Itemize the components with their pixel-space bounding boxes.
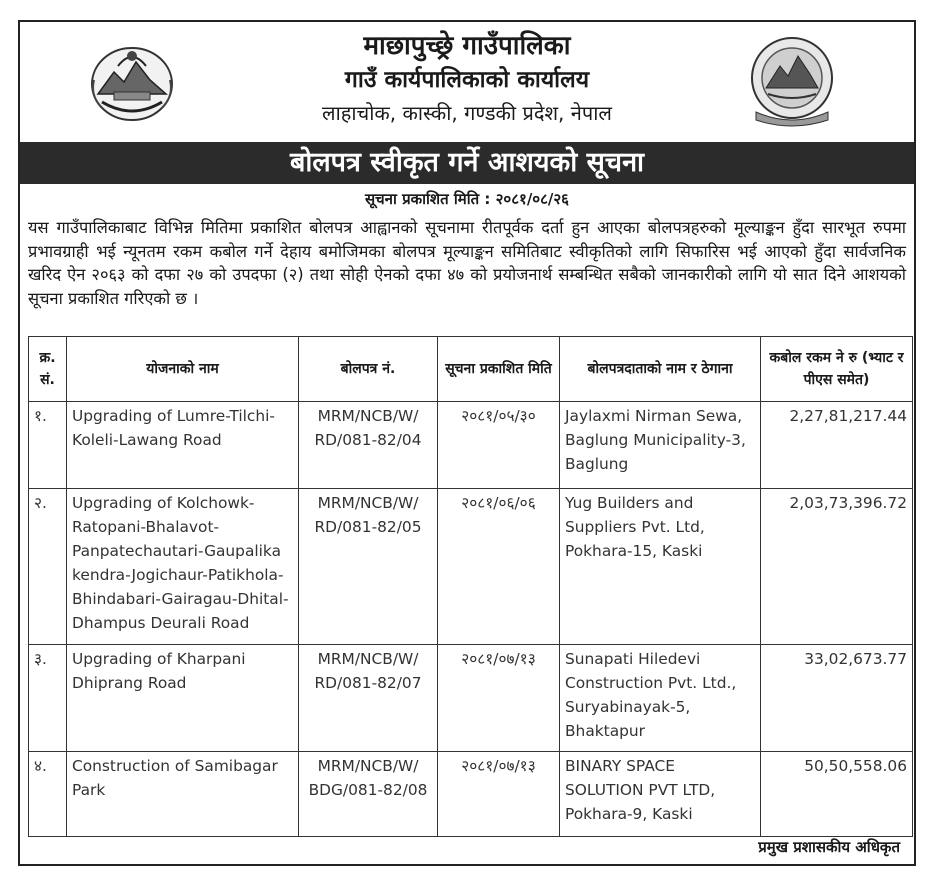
row-bidder: Yug Builders and Suppliers Pvt. Ltd, Pokhara-15, Kaski	[560, 489, 761, 645]
row-sn: १.	[29, 402, 67, 489]
row-ref: MRM/NCB/W/ BDG/081-82/08	[299, 752, 438, 837]
row-sn: २.	[29, 489, 67, 645]
row-sn: ३.	[29, 645, 67, 752]
table-row	[29, 752, 913, 837]
header-bidder: बोलपत्रदाताको नाम र ठेगाना	[560, 337, 761, 402]
bid-acceptance-table	[28, 336, 913, 837]
table-row	[29, 489, 913, 645]
row-ref: MRM/NCB/W/ RD/081-82/04	[299, 402, 438, 489]
notice-frame	[18, 20, 916, 866]
nepal-government-emblem-icon	[84, 36, 180, 128]
table-header-row	[29, 337, 913, 402]
row-ref: MRM/NCB/W/ RD/081-82/05	[299, 489, 438, 645]
header-project: योजनाको नाम	[67, 337, 299, 402]
municipality-logo-icon	[746, 32, 838, 132]
row-project: Upgrading of Kharpani Dhiprang Road	[67, 645, 299, 752]
row-amount: 2,03,73,396.72	[761, 489, 913, 645]
header-amount: कबोल रकम ने रु (भ्याट र पीएस समेत)	[761, 337, 913, 402]
row-amount: 2,27,81,217.44	[761, 402, 913, 489]
office-address: लाहाचोक, कास्की, गण्डकी प्रदेश, नेपाल	[322, 101, 612, 125]
office-name: गाउँ कार्यपालिकाको कार्यालय	[344, 67, 590, 93]
row-project: Upgrading of Lumre-Tilchi-Koleli-Lawang Road	[67, 402, 299, 489]
row-sn: ४.	[29, 752, 67, 837]
row-date: २०८१/०७/१३	[438, 752, 560, 837]
row-date: २०८१/०५/३०	[438, 402, 560, 489]
row-date: २०८१/०६/०६	[438, 489, 560, 645]
row-date: २०८१/०७/१३	[438, 645, 560, 752]
table-row	[29, 645, 913, 752]
notice-body: यस गाउँपालिकाबाट विभिन्न मितिमा प्रकाशित बोलपत्र आह्वानको सूचनामा रीतपूर्वक दर्ता हुन आएका बोलपत्रहरुको मूल्याङ्कन हुँदा सारभूत रुपमा प्रभावग्राही भई न्यूनतम रकम कबोल गर्ने देहाय बमोजिमका बोलपत्र मूल्याङ्कन समितिबाट स्वीकृतिको लागि सिफारिस भई आएको हुँदा सार्वजनिक खरिद ऐन २०६३ को दफा २७ को उपदफा (२) तथा सोही ऐनको दफा ४७ को प्रयोजनार्थ सम्बन्धित सबैको जानकारीको लागि यो सात दिने आशयको सूचना प्रकाशित गरिएको छ ।	[28, 218, 906, 308]
row-bidder: Sunapati Hiledevi Construction Pvt. Ltd., Suryabinayak-5, Bhaktapur	[560, 645, 761, 752]
header-sn: क्र. सं.	[29, 337, 67, 402]
header-ref: बोलपत्र नं.	[299, 337, 438, 402]
municipality-name: माछापुच्छ्रे गाउँपालिका	[363, 31, 571, 61]
row-amount: 33,02,673.77	[761, 645, 913, 752]
row-bidder: BINARY SPACE SOLUTION PVT LTD, Pokhara-9, Kaski	[560, 752, 761, 837]
header-date: सूचना प्रकाशित मिति	[438, 337, 560, 402]
header-titles	[220, 28, 714, 130]
row-project: Construction of Samibagar Park	[67, 752, 299, 837]
signatory-title: प्रमुख प्रशासकीय अधिकृत	[758, 838, 900, 856]
row-ref: MRM/NCB/W/ RD/081-82/07	[299, 645, 438, 752]
notice-title: बोलपत्र स्वीकृत गर्ने आशयको सूचना	[20, 142, 914, 184]
table-row	[29, 402, 913, 489]
notice-header	[20, 22, 914, 142]
row-project: Upgrading of Kolchowk-Ratopani-Bhalavot-Panpatechautari-Gaupalika kendra-Jogichaur-Patikhola-Bhindabari-Gairagau-Dhital-Dhampus Deurali Road	[67, 489, 299, 645]
row-bidder: Jaylaxmi Nirman Sewa, Baglung Municipality-3, Baglung	[560, 402, 761, 489]
published-date: सूचना प्रकाशित मिति : २०८१/०८/२६	[365, 190, 569, 208]
row-amount: 50,50,558.06	[761, 752, 913, 837]
